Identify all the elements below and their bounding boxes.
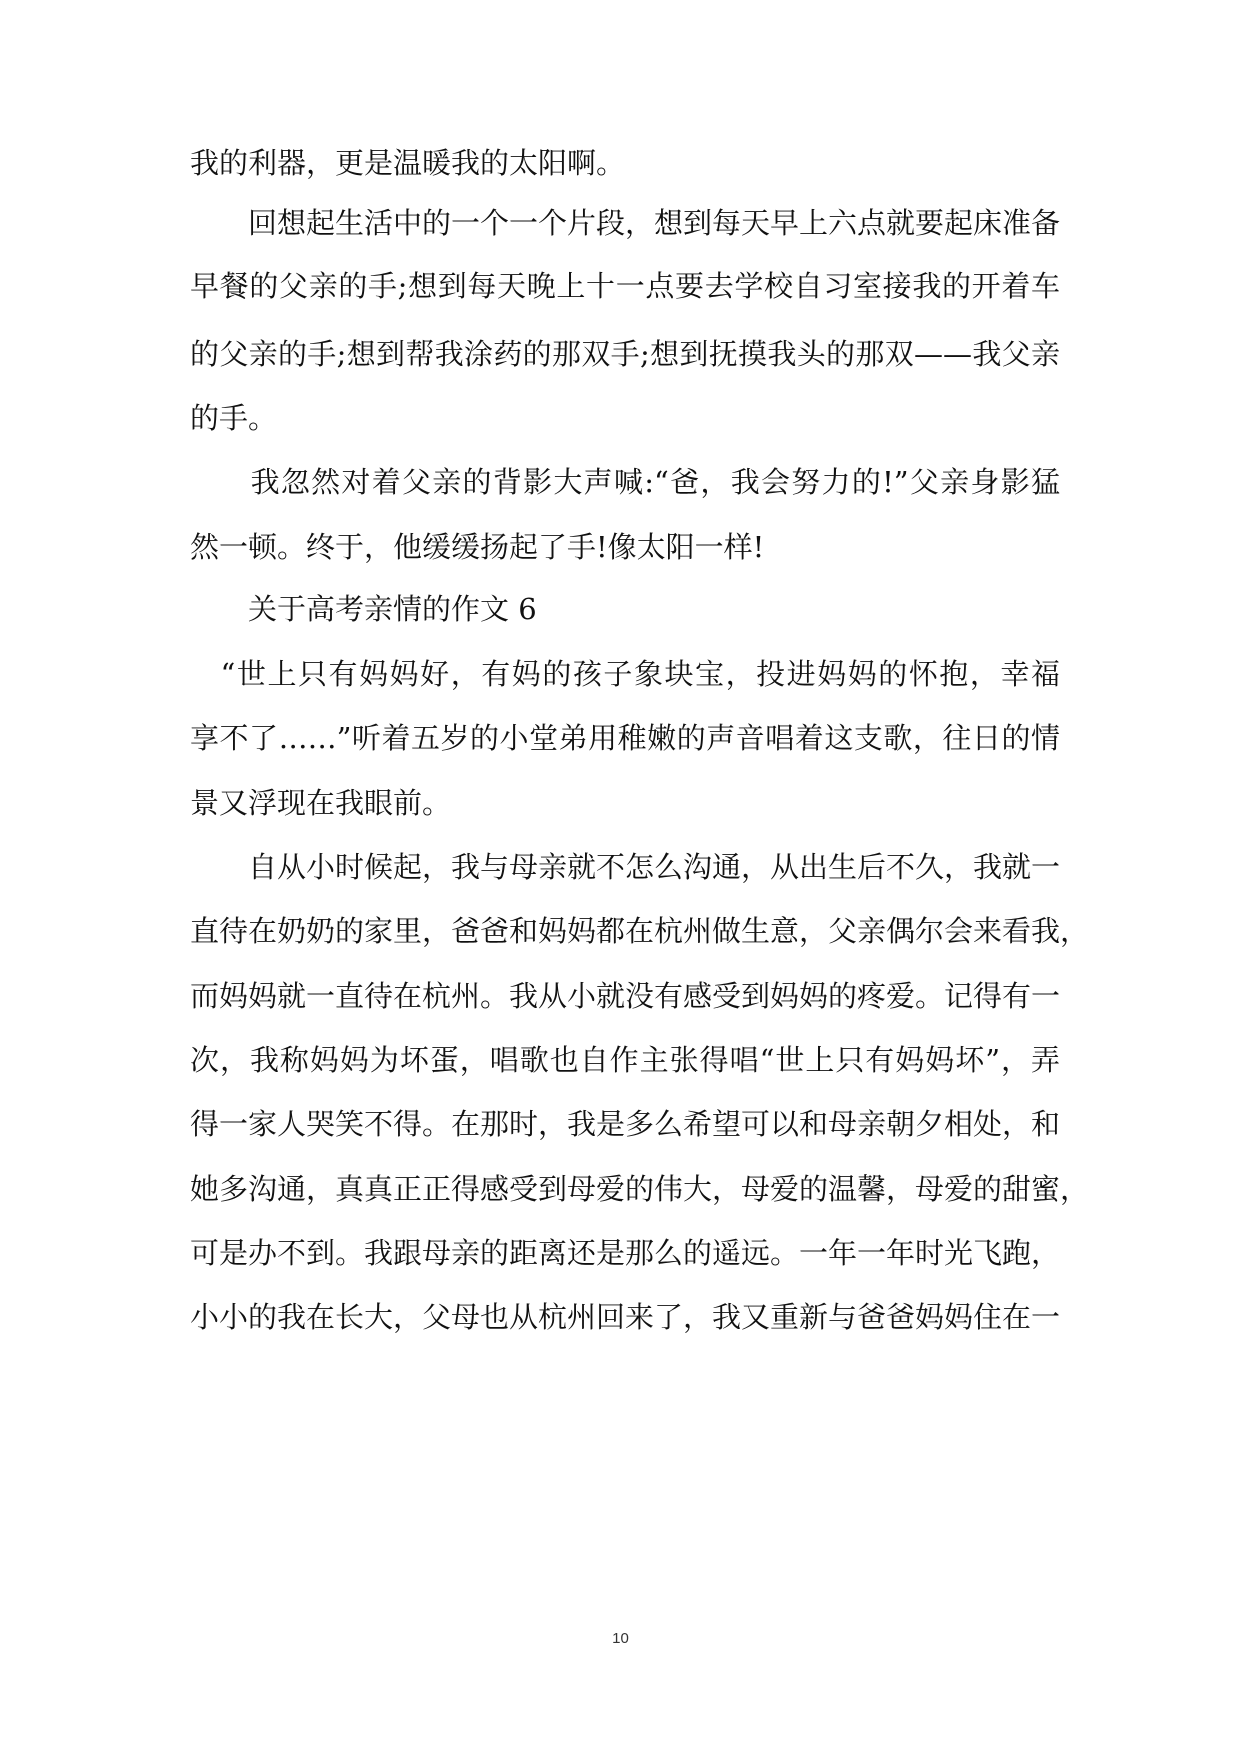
text-line: 然一顿。终于，他缓缓扬起了手!像太阳一样! <box>190 530 765 564</box>
text-line: 我的利器，更是温暖我的太阳啊。 <box>190 146 626 180</box>
text-line: 而妈妈就一直待在杭州。我从小就没有感受到妈妈的疼爱。记得有一 <box>190 979 1061 1013</box>
section-heading: 关于高考亲情的作文 6 <box>190 592 537 626</box>
text-line: 早餐的父亲的手;想到每天晚上十一点要去学校自习室接我的开着车 <box>190 269 1060 303</box>
text-line: 小小的我在长大，父母也从杭州回来了，我又重新与爸爸妈妈住在一 <box>190 1300 1061 1334</box>
text-line: 回想起生活中的一个一个片段，想到每天早上六点就要起床准备 <box>190 206 1061 240</box>
text-line: 我忽然对着父亲的背影大声喊:“爸，我会努力的!”父亲身影猛 <box>190 465 1060 499</box>
page-number: 10 <box>612 1630 629 1647</box>
text-line: “世上只有妈妈好，有妈的孩子象块宝，投进妈妈的怀抱，幸福 <box>190 657 1060 691</box>
text-line: 得一家人哭笑不得。在那时，我是多么希望可以和母亲朝夕相处，和 <box>190 1107 1061 1141</box>
text-line: 直待在奶奶的家里，爸爸和妈妈都在杭州做生意，父亲偶尔会来看我， <box>190 914 1090 948</box>
text-line: 她多沟通，真真正正得感受到母爱的伟大，母爱的温馨，母爱的甜蜜， <box>190 1172 1090 1206</box>
text-line: 景又浮现在我眼前。 <box>190 786 452 820</box>
text-line: 次，我称妈妈为坏蛋，唱歌也自作主张得唱“世上只有妈妈坏”，弄 <box>190 1043 1060 1077</box>
text-line: 的手。 <box>190 401 278 435</box>
text-line: 的父亲的手;想到帮我涂药的那双手;想到抚摸我头的那双——我父亲 <box>190 337 1060 371</box>
text-line: 享不了……”听着五岁的小堂弟用稚嫩的声音唱着这支歌，往日的情 <box>190 721 1060 755</box>
text-line: 自从小时候起，我与母亲就不怎么沟通，从出生后不久，我就一 <box>190 850 1061 884</box>
text-line: 可是办不到。我跟母亲的距离还是那么的遥远。一年一年时光飞跑， <box>190 1236 1061 1270</box>
